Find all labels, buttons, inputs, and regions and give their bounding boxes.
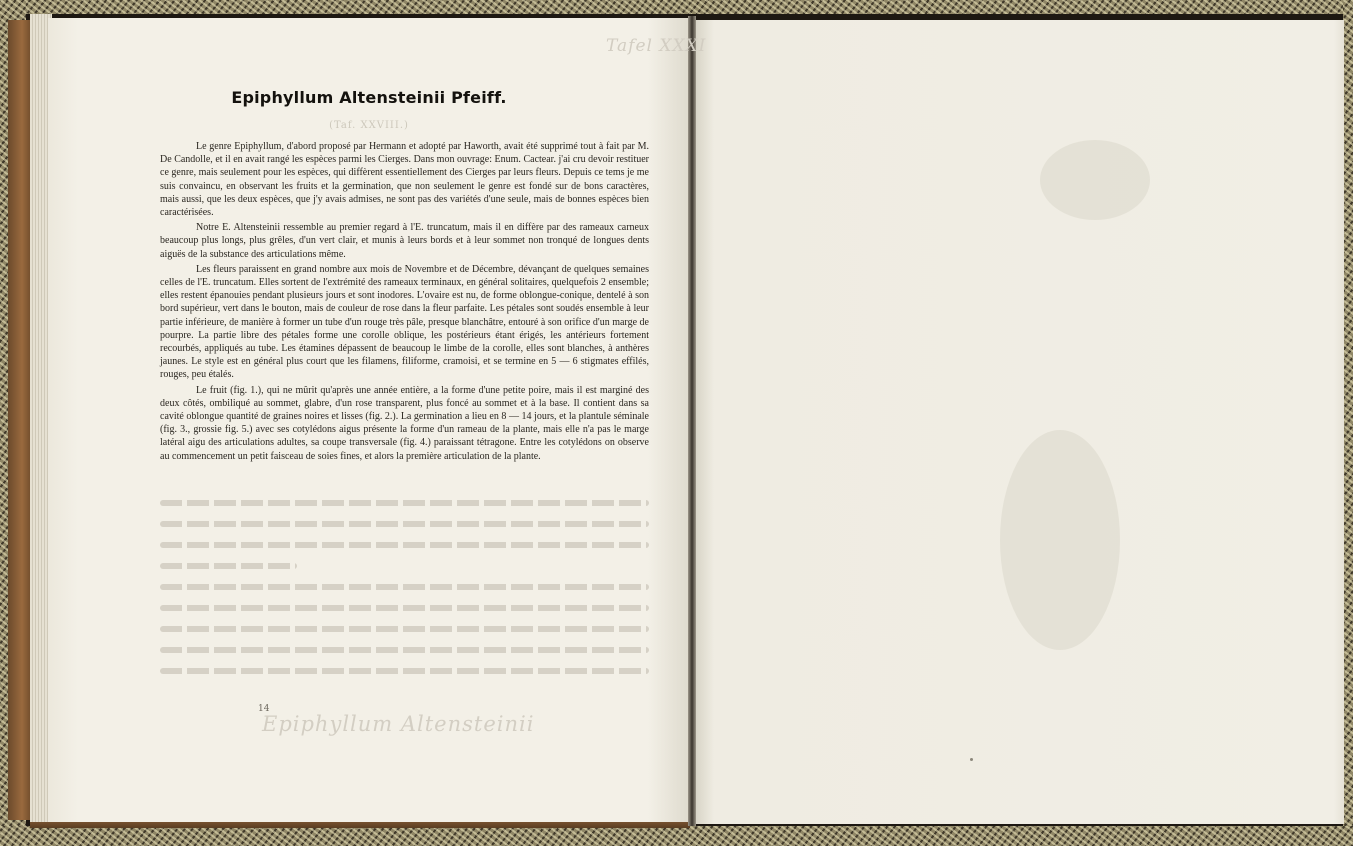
bleed-line: [160, 647, 649, 653]
ghost-corner-label: Tafel XXXI: [606, 36, 707, 56]
book-gutter: [688, 16, 696, 826]
bleed-line: [160, 500, 649, 506]
body-text: [160, 140, 649, 465]
bleed-line: [160, 626, 649, 632]
marbled-board-top: [0, 0, 1353, 14]
page-title: Epiphyllum Altensteinii Pfeiff.: [231, 88, 507, 107]
script-caption: Epiphyllum Altensteinii: [262, 712, 535, 736]
bleed-line: [160, 668, 649, 674]
paragraph-3: Les fleurs paraissent en grand nombre aux mois de Novembre et de Décembre, dévançant de quelques semaines celles de l'E. truncatum. Elles sortent de l'extrémité des rameaux terminaux, en général solitaires, quelquefois 2 ensemble; elles restent épanouies pendant plusieurs jours et sont inodores. L'ovaire est nu, de forme oblongue-conique, dentelé à son bord supérieur, vert dans le bouton, mais de couleur de rose dans la fleur parfaite. Les pétales sont soudés ensemble à leur partie inférieure, de manière à former un tube d'un rouge très pâle, presque blanchâtre, entouré à son orifice d'un marge de pourpre. La partie libre des pétales forme une corolle oblique, les postérieurs étant érigés, les antérieurs fortement recourbés, appliqués au tube. Les étamines dépassent de beaucoup le limbe de la corolle, elles sont blanches, à anthères jaunes. Le style est en général plus court que les filamens, filiforme, cramoisi, et se termine en 5 — 6 stigmates effilés, rouges, peu étalés.: [160, 263, 649, 381]
paragraph-4: Le fruit (fig. 1.), qui ne mûrit qu'après une année entière, a la forme d'une petite poire, mais il est marginé des deux côtés, ombiliqué au sommet, glabre, d'un rose transparent, plus foncé au sommet et à la base. Il contient dans sa cavité oblongue quantité de graines noires et lisses (fig. 2.). La germination a lieu en 8 — 14 jours, et la plantule séminale (fig. 3., grossie fig. 5.) avec ses cotylédons aigus présente la forme d'un rameau de la plante, mais elle n'a pas le marge latéral aigu des articulations adultes, sa coupe transversale (fig. 4.) paraissant tétragone. Entre les cotylédons on observe au commencement un petit faisceau de soies fines, et alors la première articulation de la plante.: [160, 384, 649, 462]
paragraph-2: Notre E. Altensteinii ressemble au premier regard à l'E. truncatum, mais il en diffère par des rameaux carneux beaucoup plus longs, plus grêles, d'un vert clair, et munis à leurs bords et à leur sommet non tronqué de longues dents aiguës de la substance des articulations même.: [160, 222, 649, 260]
paragraph-1: Le genre Epiphyllum, d'abord proposé par Hermann et adopté par Haworth, avait été supprimé tout à fait par M. De Candolle, et il en avait rangé les espèces parmi les Cierges. Dans mon ouvrage: Enum. Cactear. j'ai cru devoir restituer ce genre, mais seulement pour les espèces, qui diffèrent essentiellement des Cierges par leurs fleurs. Depuis ce tems je me suis convaincu, en observant les fruits et la germination, que non seulement le genre est fondé sur de bons caractères, mais aussi, que les deux espèces, que j'y avais admises, ne sont pas des variétés d'une seule, mais de bonnes espèces bien caractérisées.: [160, 141, 649, 219]
bleed-line: [160, 584, 649, 590]
show-through-shadow: [1000, 430, 1120, 650]
marbled-board-right: [1343, 0, 1353, 846]
bleed-line: [160, 605, 649, 611]
bleed-through-text: [160, 500, 649, 689]
page-mark: 14: [258, 704, 270, 714]
bleed-line: [160, 542, 649, 548]
right-page: [694, 20, 1344, 824]
bleed-line: [160, 521, 649, 527]
bleed-line: [160, 563, 297, 569]
marbled-board-bottom: [0, 826, 1353, 846]
ghost-subtitle: (Taf. XXVIII.): [329, 120, 409, 131]
show-through-shadow: [1040, 140, 1150, 220]
paper-speck: [970, 758, 973, 761]
